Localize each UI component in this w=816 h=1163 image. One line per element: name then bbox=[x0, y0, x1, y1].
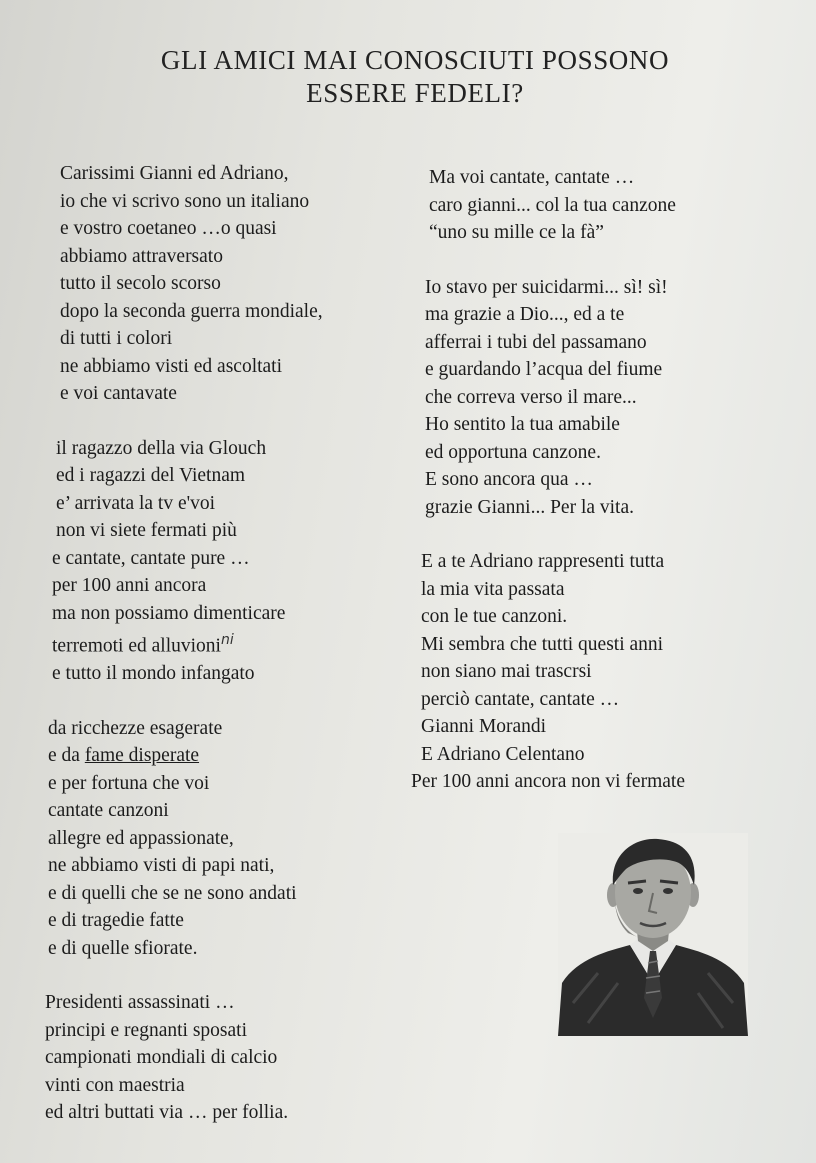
verse-line: Carissimi Gianni ed Adriano, bbox=[60, 163, 289, 184]
left-stanza-4 bbox=[42, 989, 412, 1127]
handwritten-correction: ni bbox=[220, 632, 234, 648]
verse-line: per 100 anni ancora bbox=[52, 575, 207, 596]
verse-line: il ragazzo della via Glouch bbox=[56, 437, 267, 459]
verse-line: ne abbiamo visti di papi nati, bbox=[48, 855, 275, 876]
verse-line: Gianni Morandi bbox=[421, 716, 547, 737]
verse-line: la mia vita passata bbox=[421, 578, 565, 600]
verse-line: dopo la seconda guerra mondiale, bbox=[60, 300, 323, 322]
verse-line: con le tue canzoni. bbox=[421, 606, 568, 627]
verse-line: Io stavo per suicidarmi... sì! sì! bbox=[425, 276, 668, 298]
verse-line: “uno su mille ce la fà” bbox=[429, 222, 604, 243]
right-stanza-3 bbox=[411, 548, 801, 796]
verse-line: ed i ragazzi del Vietnam bbox=[56, 465, 246, 486]
verse-line: allegre ed appassionate, bbox=[48, 827, 234, 849]
author-portrait-photo bbox=[558, 833, 748, 1036]
verse-line: ed opportuna canzone. bbox=[425, 441, 601, 463]
verse-line: caro gianni... col la tua canzone bbox=[429, 194, 676, 216]
verse-line: Ho sentito la tua amabile bbox=[425, 414, 620, 435]
verse-line: e cantate, cantate pure … bbox=[52, 547, 250, 569]
right-column bbox=[411, 164, 801, 823]
verse-line: E Adriano Celentano bbox=[421, 743, 585, 765]
verse-line: e di quelli che se ne sono andati bbox=[48, 882, 297, 904]
verse-line: afferrai i tubi del passamano bbox=[425, 331, 647, 353]
verse-line: perciò cantate, cantate … bbox=[421, 688, 620, 710]
verse-line: e guardando l’acqua del fiume bbox=[425, 359, 663, 380]
left-stanza-1 bbox=[42, 160, 412, 408]
verse-line: e tutto il mondo infangato bbox=[52, 663, 255, 684]
verse-line: E a te Adriano rappresenti tutta bbox=[421, 551, 665, 572]
verse-line: e’ arrivata la tv e'voi bbox=[56, 492, 216, 514]
verse-line: abbiamo attraversato bbox=[60, 245, 223, 267]
verse-line: principi e regnanti sposati bbox=[45, 1019, 247, 1041]
title-line-1: GLI AMICI MAI CONOSCIUTI POSSONO bbox=[160, 45, 670, 75]
verse-line: Mi sembra che tutti questi anni bbox=[421, 633, 664, 655]
right-stanza-2 bbox=[411, 274, 801, 522]
verse-line: E sono ancora qua … bbox=[425, 469, 593, 490]
verse-line: campionati mondiali di calcio bbox=[45, 1047, 278, 1068]
verse-line: ma non possiamo dimenticare bbox=[52, 602, 286, 624]
verse-line: non siano mai trascrsi bbox=[421, 661, 592, 682]
verse-line: ne abbiamo visti ed ascoltati bbox=[60, 355, 283, 377]
verse-line bbox=[42, 627, 412, 660]
verse-line: grazie Gianni... Per la vita. bbox=[425, 496, 635, 518]
verse-line: di tutti i colori bbox=[60, 328, 173, 349]
portrait-icon bbox=[558, 833, 748, 1036]
verse-line: vinti con maestria bbox=[45, 1074, 185, 1096]
verse-line: io che vi scrivo sono un italiano bbox=[60, 190, 310, 212]
verse-line: ma grazie a Dio..., ed a te bbox=[425, 304, 625, 325]
verse-line: e voi cantavate bbox=[60, 383, 177, 404]
verse-text: terremoti ed alluvioni bbox=[52, 635, 221, 657]
verse-line: e di quelle sfiorate. bbox=[48, 937, 198, 959]
verse-line: cantate canzoni bbox=[48, 800, 169, 821]
left-column bbox=[42, 160, 412, 1154]
verse-line: Ma voi cantate, cantate … bbox=[429, 167, 635, 188]
verse-line: e di tragedie fatte bbox=[48, 910, 184, 931]
verse-line: e per fortuna che voi bbox=[48, 772, 210, 794]
verse-line: Presidenti assassinati … bbox=[45, 992, 235, 1013]
verse-line: non vi siete fermati più bbox=[56, 520, 237, 541]
verse-line: e vostro coetaneo …o quasi bbox=[60, 218, 277, 239]
verse-line: Per 100 anni ancora non vi fermate bbox=[411, 771, 685, 792]
verse-line: ed altri buttati via … per follia. bbox=[45, 1102, 289, 1123]
verse-line: che correva verso il mare... bbox=[425, 386, 637, 408]
right-stanza-1 bbox=[411, 164, 801, 247]
underlined-text: fame disperate bbox=[84, 745, 200, 766]
page-title bbox=[90, 44, 740, 110]
left-stanza-3 bbox=[42, 715, 412, 963]
title-line-2: ESSERE FEDELI? bbox=[306, 78, 524, 108]
verse-text: e da bbox=[48, 745, 85, 766]
verse-line: da ricchezze esagerate bbox=[48, 717, 223, 739]
left-stanza-2 bbox=[42, 435, 412, 688]
verse-line bbox=[42, 742, 412, 770]
verse-line: tutto il secolo scorso bbox=[60, 273, 221, 294]
